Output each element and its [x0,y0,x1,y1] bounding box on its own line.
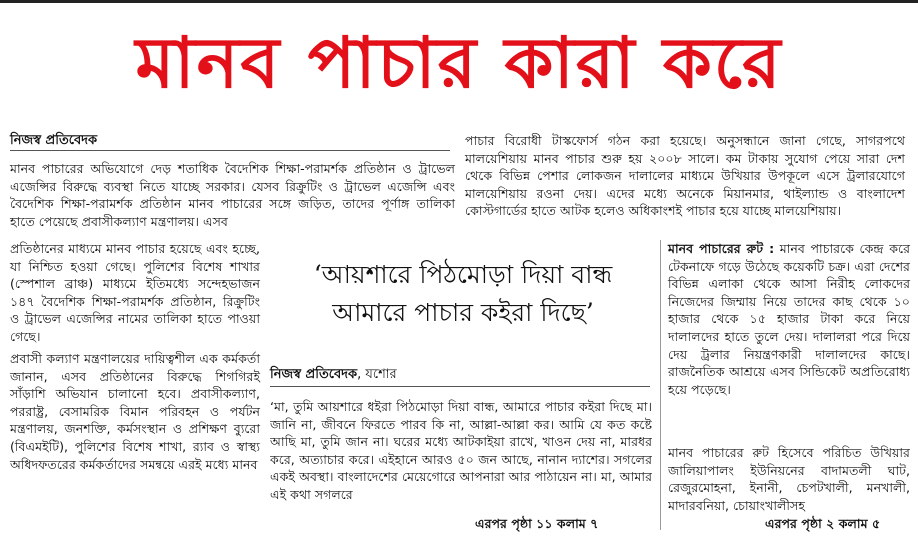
left-byline-rule [10,150,450,151]
route-subhead: মানব পাচারের রুট : [668,241,775,256]
center-byline-place: , যশোর [357,367,397,382]
left-narrow-text-1: প্রতিষ্ঠানের মাধ্যমে মানব পাচার হয়েছে এবং হচ্ছে, যা নিশ্চিত হওয়া গেছে। পুলিশের বিশেষ শাখার (স্পেশাল ব্রাঞ্চ) মাধ্যমে ইতিমধ্যে সন্দেহভাজন ১৪৭ বৈদেশিক শিক্ষা-পরামর্শক প্রতিষ্ঠান, রিক্রুটিং ও ট্রাভেল এজেন্সির নামের তালিকা হাতে পাওয়া গেছে। [10,241,260,344]
center-byline-rule [270,386,650,387]
center-continuation: এরপর পৃষ্ঠা ১১ কলাম ৭ [475,516,599,531]
route-text: মানব পাচারকে কেন্দ্র করে টেকনাফে গড়ে উঠেছে কয়েকটি চক্র। এরা দেশের বিভিন্ন এলাকা থেকে আসা নিরীহ লোকদের নিজেদের জিম্মায় নিয়ে তাদের কাছ থেকে ১০ হাজার থেকে ১৫ হাজার টাকা করে নিয়ে দালালদের হাতে তুলে দেয়। দালালরা পরে দিয়ে দেয় ট্রলার নিয়ন্ত্রণকারী দালালদের কাছে। রাজনৈতিক আশ্রয়ে এসব সিন্ডিকেট অপ্রতিরোধ্য হয়ে পড়েছে। [668,241,910,397]
column-divider [660,240,661,530]
center-byline [270,366,650,383]
right-continuation: এরপর পৃষ্ঠা ২ কলাম ৫ [765,516,881,531]
right-column-text-1 [668,240,910,398]
left-byline: নিজস্ব প্রতিবেদক [10,133,98,148]
center-story-text: ‘মা, তুমি আয়শারে ধইরা পিঠমোড়া দিয়া বান্ধ, আমারে পাচার কইরা দিছে মা। জানি না, জীবনে ফিরতে পারব কি না, আল্লা-আল্লা কর। আমি যে কত কষ্টে আছি মা, তুমি জান না। ঘরের মধ্যে আটকাইয়া রাখে, খাওন দেয় না, মারধর করে, অত্যাচার করে। এইহানে আরও ৫০ জন আছে, নানান দ্যাশের। সগলের একই অবস্থা। বাংলাদেশের মেয়েগোরে আপনারা আর পাঠায়েন না। মা, আমার এই কথা সগলরে [270,399,652,502]
right-column-text-2: মানব পাচারের রুট হিসেবে পরিচিত উখিয়ার জালিয়াপালং ইউনিয়নের বাদামতলী ঘাট, রেজুরমোহনা, ইনানী, চেপটখালী, মনখালী, মাদারবনিয়া, চোয়াংখালীসহ [668,445,910,513]
pull-quote-line-2: আমারে পাচার কইরা দিছে’ [332,298,594,327]
top-border [0,0,918,3]
right-top-text: পাচার বিরোধী টাস্কফোর্স গঠন করা হয়েছে। অনুসন্ধানে জানা গেছে, সাগরপথে মালয়েশিয়ায় মানব পাচার শুরু হয় ২০০৮ সালে। কম টাকায় সুযোগ পেয়ে সারা দেশ থেকে বিভিন্ন পেশার লোকজন দালালের মাধ্যমে উখিয়ার উপকূলে এসে ট্রলারযোগে মালয়েশিয়ায় রওনা দেয়। এদের মধ্যে অনেকে মিয়ানমার, থাইল্যান্ড ও বাংলাদেশ কোস্টগার্ডের হাতে আটক হলেও অধিকাংশই পাচার হয়ে যাচ্ছে মালয়েশিয়ায়। [465,133,905,219]
pull-quote [268,256,658,332]
center-byline-name: নিজস্ব প্রতিবেদক [270,367,358,382]
left-narrow-text-2: প্রবাসী কল্যাণ মন্ত্রণালয়ের দায়িত্বশীল এক কর্মকর্তা জানান, এসব প্রতিষ্ঠানের বিরুদ্ধে শিগগিরই সাঁড়াশি অভিযান চালানো হবে। প্রবাসীকল্যাণ, পররাষ্ট্র, বেসামরিক বিমান পরিবহন ও পর্যটন মন্ত্রণালয়, জনশক্তি, কর্মসংস্থান ও প্রশিক্ষণ ব্যুরো (বিএমইটি), পুলিশের বিশেষ শাখা, র‍্যাব ও স্বাস্থ্য অধিদফতরের কর্মকর্তাদের সমন্বয়ে এরই মধ্যে মানব [10,351,260,472]
headline: মানব পাচার কারা করে [135,22,783,104]
left-intro-text: মানব পাচারের অভিযোগে দেড় শতাধিক বৈদেশিক শিক্ষা-পরামর্শক প্রতিষ্ঠান ও ট্রাভেল এজেন্সির বিরুদ্ধে ব্যবস্থা নিতে যাচ্ছে সরকার। যেসব রিক্রুটিং ও ট্রাভেল এজেন্সি এবং বৈদেশিক শিক্ষা-পরামর্শক প্রতিষ্ঠান মানব পাচারের সঙ্গে জড়িত, তাদের পূর্ণাঙ্গ তালিকা হাতে পেয়েছে প্রবাসীকল্যাণ মন্ত্রণালয়। এসব [10,161,455,229]
pull-quote-line-1: ‘আয়শারে পিঠমোড়া দিয়া বান্ধ [313,260,613,289]
